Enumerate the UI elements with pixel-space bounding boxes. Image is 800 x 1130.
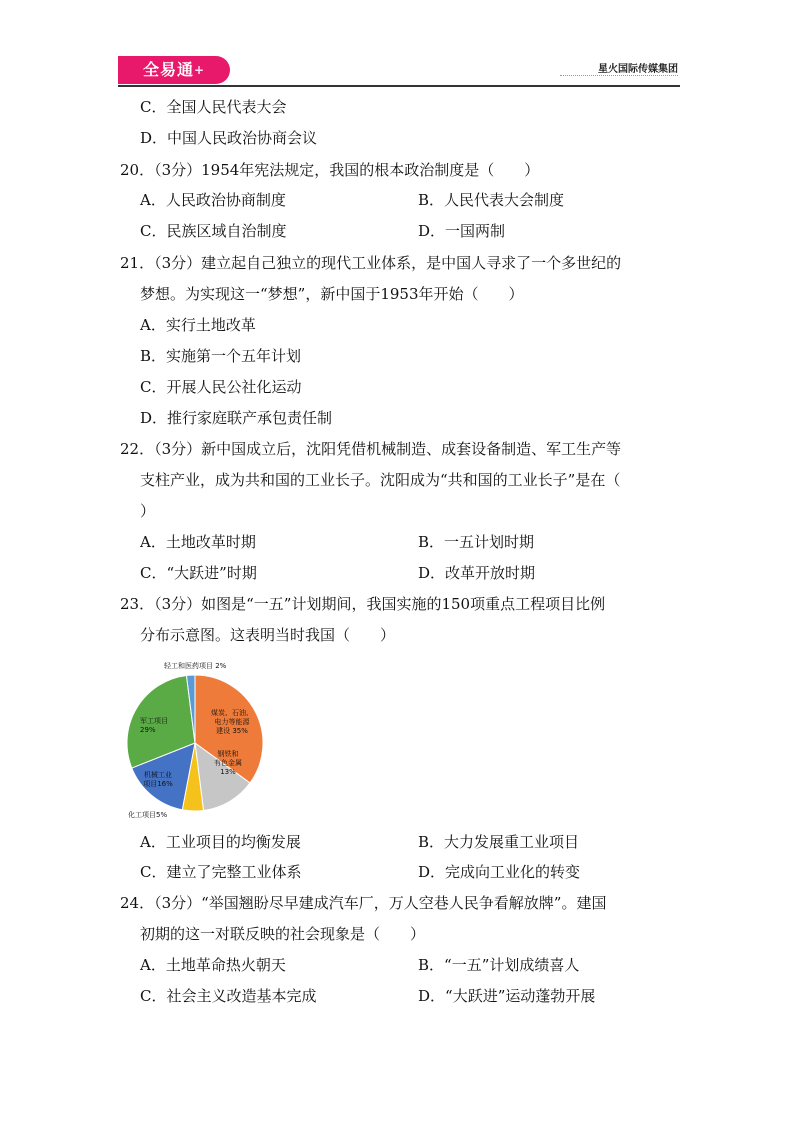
prev-option-d: D．中国人民政治协商会议 — [140, 129, 318, 147]
q20-option-c: C．民族区域自治制度 — [140, 222, 287, 240]
pie-label-line: 化工项目5% — [128, 811, 168, 819]
q21-text-line2: 梦想。为实现这一“梦想”，新中国于1953年开始（ ） — [140, 285, 524, 303]
q23-option-d: D．完成向工业化的转变 — [418, 863, 581, 881]
q23-option-a: A．工业项目的均衡发展 — [140, 833, 301, 851]
q21-text-line1: 21．（3分）建立起自己独立的现代工业体系，是中国人寻求了一个多世纪的 — [120, 254, 622, 272]
q23-option-b: B．大力发展重工业项目 — [418, 833, 580, 851]
q24-option-d: D．“大跃进”运动蓬勃开展 — [418, 987, 596, 1005]
q24-text-line2: 初期的这一对联反映的社会现象是（ ） — [140, 925, 426, 943]
q23-text-line2: 分布示意图。这表明当时我国（ ） — [140, 626, 396, 644]
q21-option-a: A．实行土地改革 — [140, 316, 256, 334]
q20-option-b: B．人民代表大会制度 — [418, 191, 565, 209]
q24-option-c: C．社会主义改造基本完成 — [140, 987, 317, 1005]
q22-text-line1: 22．（3分）新中国成立后，沈阳凭借机械制造、成套设备制造、军工生产等 — [120, 440, 622, 458]
q21-option-d: D．推行家庭联产承包责任制 — [140, 409, 333, 427]
brand-subline — [560, 75, 678, 79]
pie-label-line: 项目16% — [143, 780, 173, 788]
q22-text-line3: ） — [140, 502, 156, 520]
pie-label-5 — [164, 661, 227, 670]
pie-label-line: 轻工和医药项目 2% — [164, 662, 227, 670]
q23-text-line1: 23．（3分）如图是“一五”计划期间，我国实施的150项重点工程项目比例 — [120, 595, 606, 613]
q22-text-line2: 支柱产业，成为共和国的工业长子。沈阳成为“共和国的工业长子”是在（ — [140, 471, 621, 489]
pie-chart-svg — [120, 655, 270, 825]
pie-label-line: 钢铁和 — [217, 750, 239, 758]
pie-label-0 — [211, 708, 253, 735]
pie-chart — [120, 655, 270, 825]
q20-option-d: D．一国两制 — [418, 222, 506, 240]
pie-label-line: 有色金属 — [214, 759, 242, 767]
logo — [118, 56, 230, 84]
q23-option-c: C．建立了完整工业体系 — [140, 863, 302, 881]
q22-option-a: A．土地改革时期 — [140, 533, 256, 551]
q22-option-b: B．一五计划时期 — [418, 533, 535, 551]
pie-label-line: 煤炭、石油、 — [211, 709, 253, 717]
q22-option-c: C．“大跃进”时期 — [140, 564, 257, 582]
q24-option-b: B．“一五”计划成绩喜人 — [418, 956, 580, 974]
q20-option-a: A．人民政治协商制度 — [140, 191, 286, 209]
pie-label-line: 建设 35% — [216, 727, 248, 735]
pie-label-2 — [128, 810, 167, 819]
q24-text-line1: 24．（3分）“举国翘盼尽早建成汽车厂，万人空巷人民争看解放牌”。建国 — [120, 894, 607, 912]
pie-label-line: 电力等能源 — [214, 718, 250, 726]
pie-label-line: 机械工业 — [144, 771, 172, 779]
logo-plus: + — [193, 63, 206, 77]
q22-option-d: D．改革开放时期 — [418, 564, 536, 582]
pie-label-line: 13% — [220, 768, 236, 776]
prev-option-c: C．全国人民代表大会 — [140, 98, 287, 116]
q21-option-c: C．开展人民公社化运动 — [140, 378, 302, 396]
pie-label-line: 军工项目 — [140, 717, 168, 725]
header-rule — [118, 85, 680, 87]
brand-name: 星火国际传媒集团 — [598, 64, 678, 75]
logo-text: 全易通 — [142, 60, 194, 79]
q24-option-a: A．土地革命热火朝天 — [140, 956, 286, 974]
q20-text: 20．（3分）1954年宪法规定，我国的根本政治制度是（ ） — [120, 161, 540, 179]
pie-label-line: 29% — [140, 726, 156, 734]
q21-option-b: B．实施第一个五年计划 — [140, 347, 302, 365]
page-header — [0, 0, 800, 92]
